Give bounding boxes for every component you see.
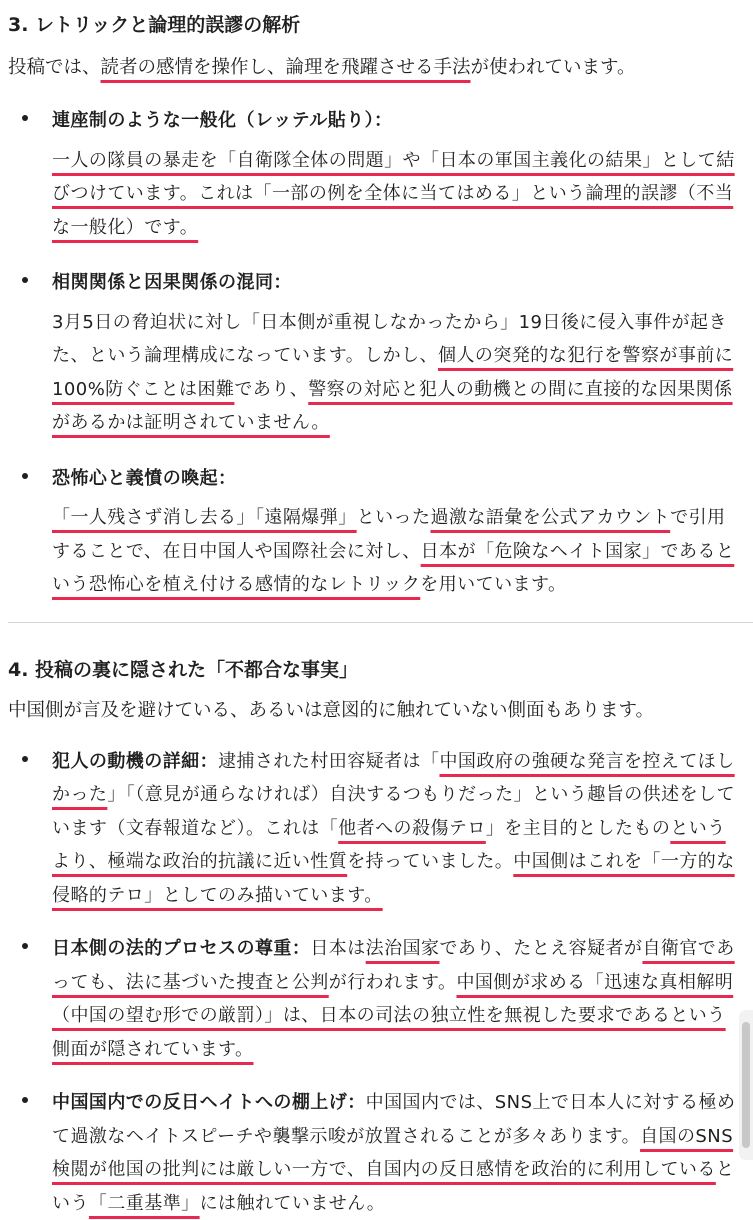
section-4 <box>8 623 743 1220</box>
list-item: 相関関係と因果関係の混同： 3月5日の脅迫状に対し「日本側が重視しなかったから」19日後に侵入事件が起きた、という論理構成になっています。しかし、個人の突発的な犯行を警察が事前に100%防ぐことは困難であり、警察の対応と犯人の動機との間に直接的な因果関係があるかは証明されていません。 <box>8 266 743 440</box>
item-heading: 恐怖心と義憤の喚起： <box>52 462 743 496</box>
item-heading: 連座制のような一般化（レッテル貼り）： <box>52 104 743 138</box>
list-item: 恐怖心と義憤の喚起： 「一人残さず消し去る」「遠隔爆弾」といった過激な語彙を公式アカウントで引用することで、在日中国人や国際社会に対し、日本が「危険なヘイト国家」であるという恐怖心を植え付ける感情的なレトリックを用いています。 <box>8 462 743 602</box>
bullet-icon <box>22 943 28 949</box>
item-heading: 中国国内での反日ヘイトへの棚上げ： <box>52 1092 366 1113</box>
section-4-list <box>8 745 743 1220</box>
section-3-intro: 投稿では、読者の感情を操作し、論理を飛躍させる手法が使われています。 <box>8 54 743 82</box>
scrollbar-thumb[interactable] <box>742 1022 750 1148</box>
bullet-icon <box>22 473 28 479</box>
bullet-icon <box>22 1097 28 1103</box>
item-heading: 犯人の動機の詳細： <box>52 751 218 772</box>
section-3-title: 3. レトリックと論理的誤謬の解析 <box>8 12 743 38</box>
list-item <box>8 104 743 244</box>
list-item: 日本側の法的プロセスの尊重：日本は法治国家であり、たとえ容疑者が自衛官であっても、法に基づいた捜査と公判が行われます。中国側が求める「迅速な真相解明（中国の望む形での厳罰）」は、日本の司法の独立性を無視した要求であるという側面が隠されています。 <box>8 932 743 1066</box>
bullet-icon <box>22 115 28 121</box>
item-body: 一人の隊員の暴走を「自衛隊全体の問題」や「日本の軍国主義化の結果」として結びつけています。これは「一部の例を全体に当てはめる」という論理的誤謬（不当な一般化）です。 <box>52 150 735 238</box>
section-4-intro: 中国側が言及を避けている、あるいは意図的に触れていない側面もあります。 <box>8 697 743 725</box>
section-4-title: 4. 投稿の裏に隠された「不都合な事実」 <box>8 657 743 683</box>
list-item: 中国国内での反日ヘイトへの棚上げ：中国国内では、SNS上で日本人に対する極めて過激なヘイトスピーチや襲撃示唆が放置されることが多々あります。自国のSNS検閲が他国の批判には厳しい一方で、自国内の反日感情を政治的に利用しているという「二重基準」には触れていません。 <box>8 1086 743 1220</box>
section-3-list <box>8 104 743 602</box>
item-heading: 日本側の法的プロセスの尊重： <box>52 938 310 959</box>
item-heading: 相関関係と因果関係の混同： <box>52 266 743 300</box>
bullet-icon <box>22 756 28 762</box>
section-3 <box>8 0 743 602</box>
list-item: 犯人の動機の詳細：逮捕された村田容疑者は「中国政府の強硬な発言を控えてほしかった」「（意見が通らなければ）自決するつもりだった」という趣旨の供述をしています（文春報道など）。これは「他者への殺傷テロ」を主目的としたものというより、極端な政治的抗議に近い性質を持っていました。中国側はこれを「一方的な侵略的テロ」としてのみ描いています。 <box>8 745 743 913</box>
bullet-icon <box>22 277 28 283</box>
